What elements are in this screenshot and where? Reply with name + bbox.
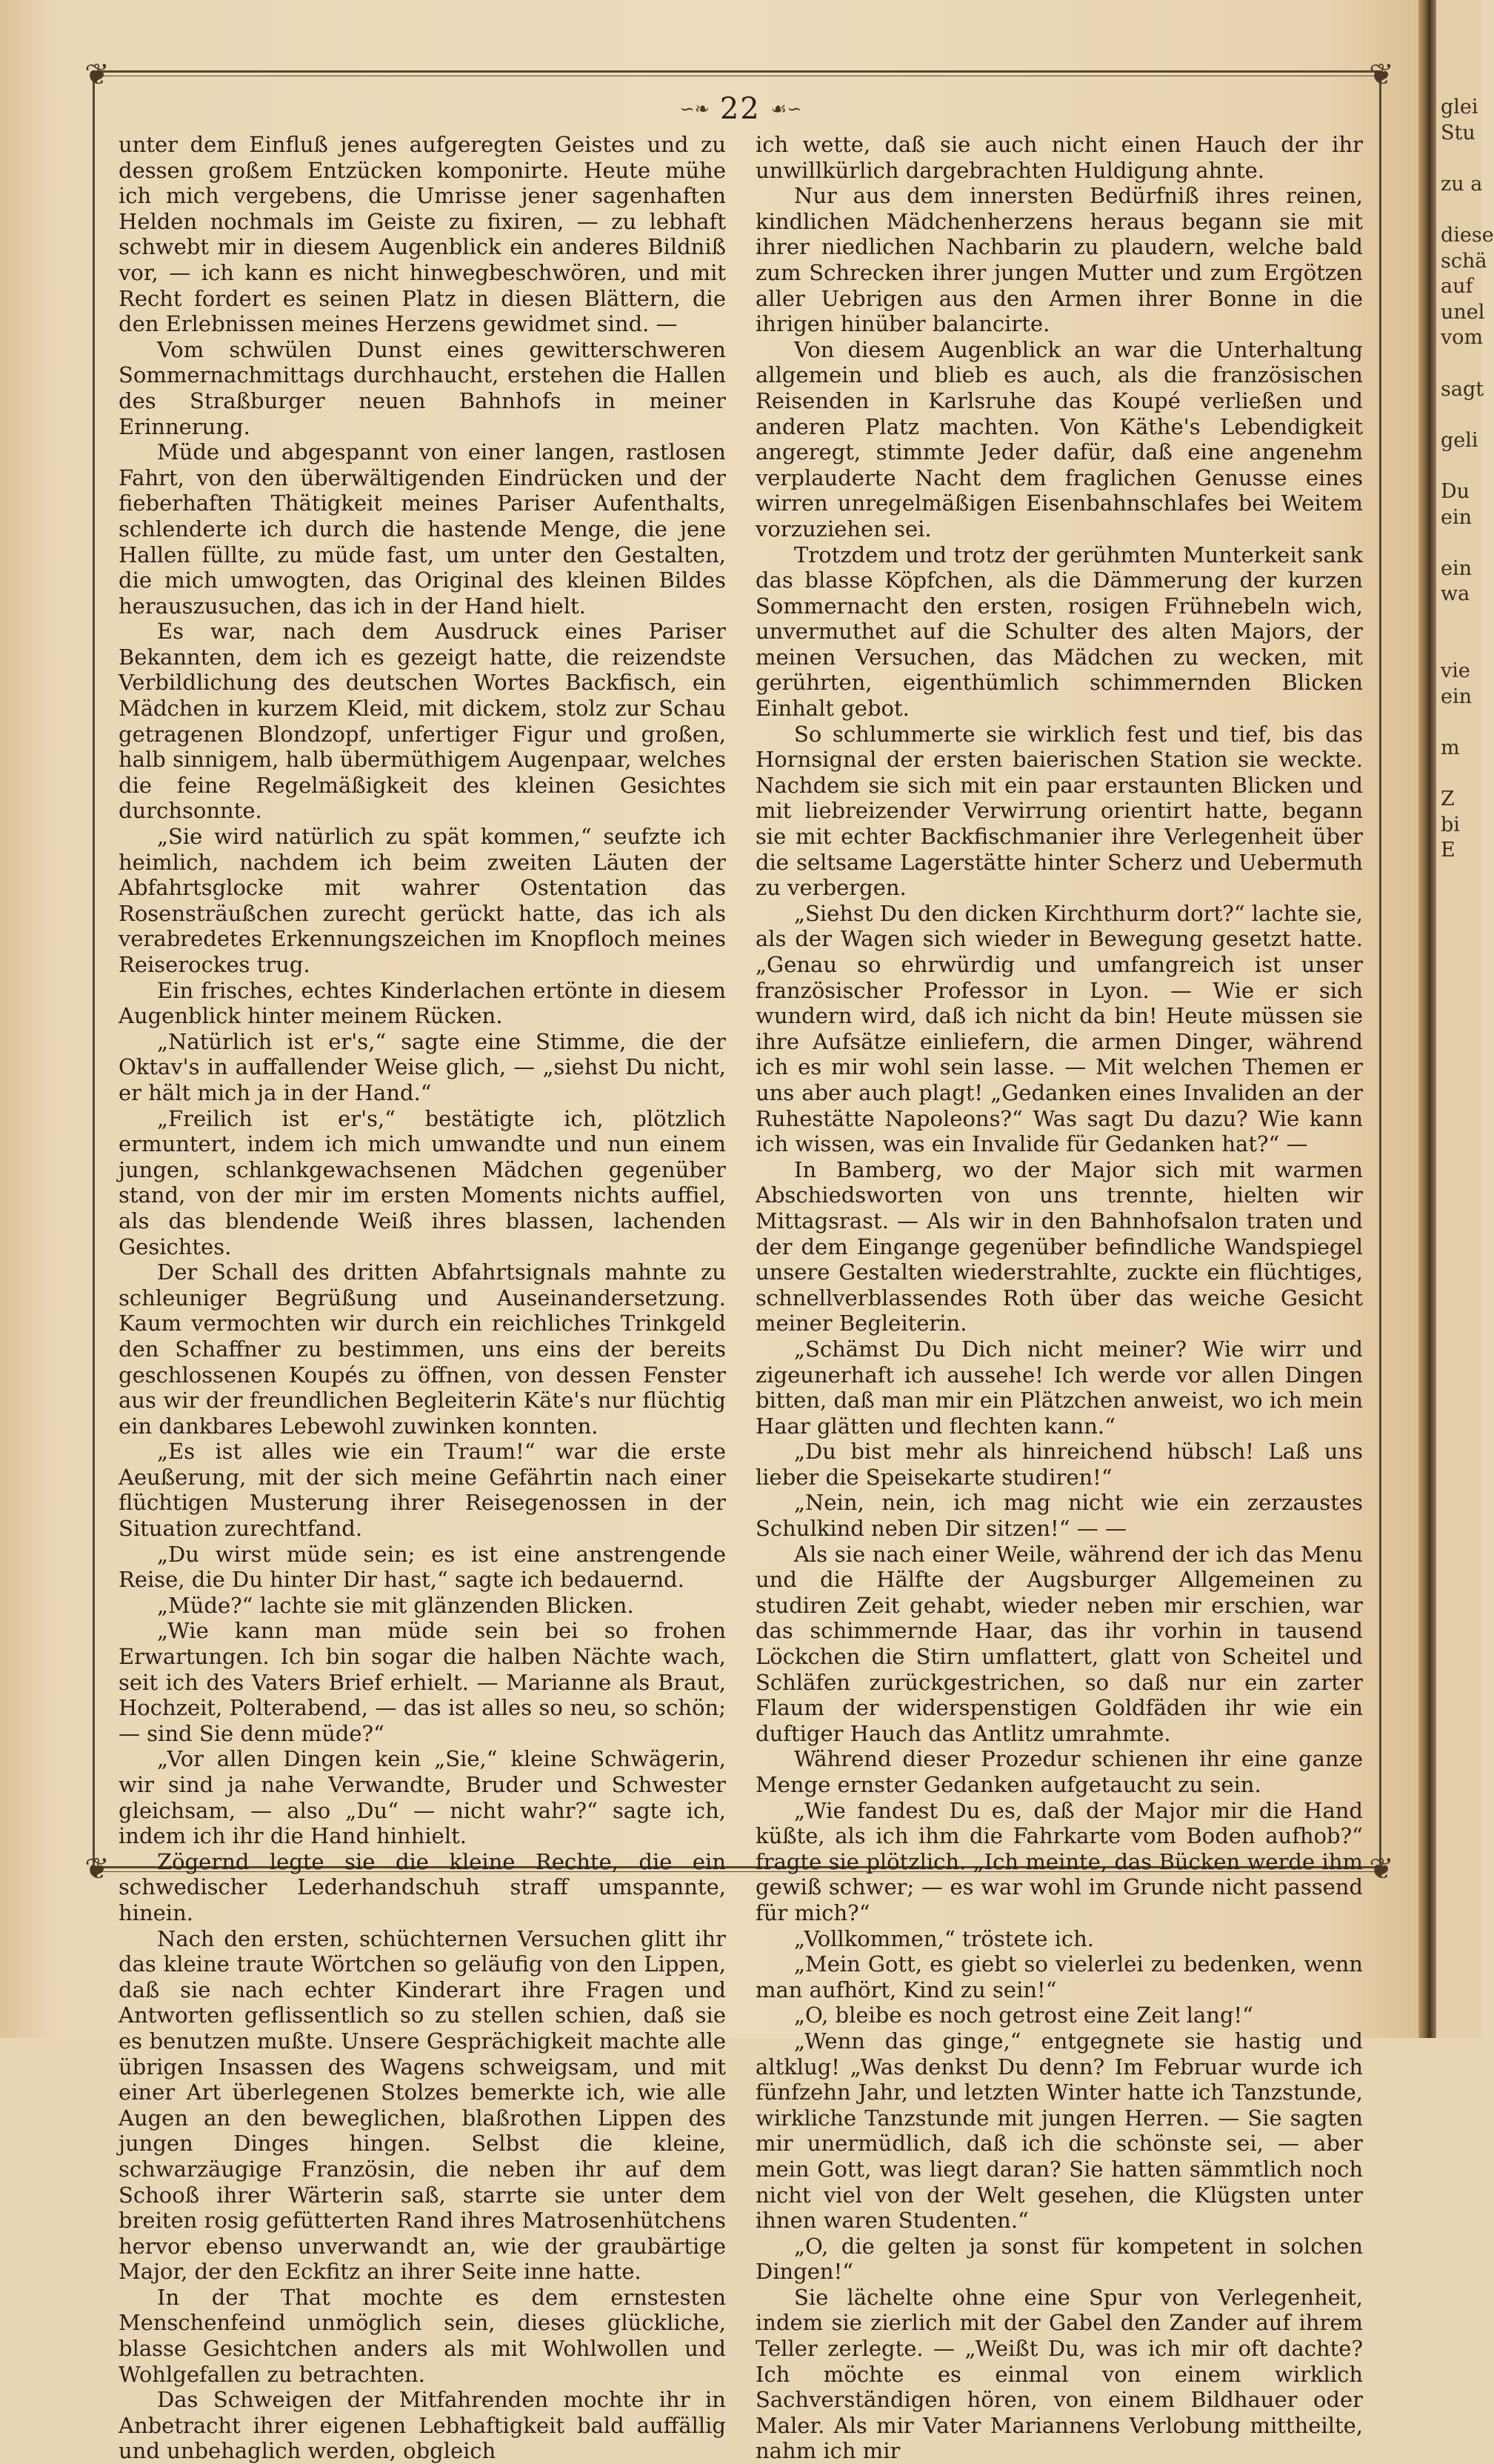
paragraph: Müde und abgespannt von einer langen, rastlosen Fahrt, von den überwältigenden Eindrücken und der fieberhaften Thätigkeit meines Pariser Aufenthalts, schlenderte ich durch die hastende Menge, die jene Hallen füllte, zu müde fast, um unter den Gestalten, die mich umwogten, das Original des kleinen Bildes herauszusuchen, das ich in der Hand hielt. <box>119 439 726 619</box>
adjacent-page-text-fragment <box>1436 146 1494 172</box>
corner-ornament-icon: ❦ <box>84 1852 110 1886</box>
adjacent-page-text-fragment <box>1436 761 1494 787</box>
paragraph: Zögernd legte sie die kleine Rechte, die ein schwedischer Lederhandschuh straff umspannte, hinein. <box>119 1848 726 1925</box>
ornament-right-icon: ☙∽ <box>770 99 802 119</box>
adjacent-page-text-fragment: ein <box>1441 505 1473 529</box>
text-column-left <box>119 132 726 2464</box>
text-column-right <box>756 132 1363 2464</box>
paragraph: Von diesem Augenblick an war die Unterhaltung allgemein und blieb es auch, als die französischen Reisenden in Karlsruhe das Koupé verließen und anderen Platz machten. Von Käthe's Lebendigkeit angeregt, stimmte Jeder dafür, daß eine angenehm verplauderte Nacht dem fraglichen Genusse eines wirren unregelmäßigen Eisenbahnschlafes bei Weitem vorzuziehen sei. <box>756 336 1363 542</box>
paragraph: Es war, nach dem Ausdruck eines Pariser Bekannten, dem ich es gezeigt hatte, die reizendste Verbildlichung des deutschen Wortes Backfisch, ein Mädchen in kurzem Kleid, mit dickem, stolz zur Schau getragenen Blondzopf, unfertiger Figur und großen, halb sinnigem, halb übermüthigem Augenpaar, welches die feine Regelmäßigkeit des kleinen Gesichtes durchsonnte. <box>119 619 726 824</box>
paragraph: „Wenn das ginge,“ entgegnete sie hastig und altklug! „Was denkst Du denn? Im Februar wurde ich fünfzehn Jahr, und letzten Winter hatte ich Tanzstunde, wirkliche Tanzstunde mit jungen Herren. — Sie sagten mir unermüdlich, daß ich die schönste sei, — aber mein Gott, was liegt daran? Sie hatten sämmtlich noch nicht viel von der Welt gesehen, die Klügsten unter ihnen waren Studenten.“ <box>756 2028 1363 2234</box>
paragraph: „Wie fandest Du es, daß der Major mir die Hand küßte, als ich ihm die Fahrkarte vom Boden aufhob?“ fragte sie plötzlich. „Ich meinte, das Bücken werde ihm gewiß schwer; — es war wohl im Grunde nicht passend für mich?“ <box>756 1797 1363 1925</box>
paragraph: „Du bist mehr als hinreichend hübsch! Laß uns lieber die Speisekarte studiren!“ <box>756 1439 1363 1490</box>
adjacent-page-text-fragment: ein <box>1441 685 1473 708</box>
adjacent-page-text-fragment <box>1436 453 1494 479</box>
paragraph: „Freilich ist er's,“ bestätigte ich, plötzlich ermuntert, indem ich mich umwandte und nun einem jungen, schlankgewachsenen Mädchen gegenüber stand, von der mir im ersten Moments nichts auffiel, als das blendende Weiß ihres blassen, lachenden Gesichtes. <box>119 1105 726 1259</box>
adjacent-page-text-fragment <box>1436 402 1494 428</box>
paragraph: Nur aus dem innersten Bedürfniß ihres reinen, kindlichen Mädchenherzens heraus begann sie mit ihrer niedlichen Nachbarin zu plaudern, welche bald zum Schrecken ihrer jungen Mutter und zum Ergötzen aller Uebrigen aus den Armen ihrer Bonne in die ihrigen hinüber balancirte. <box>756 183 1363 337</box>
paragraph: Als sie nach einer Weile, während der ich das Menu und die Hälfte der Augsburger Allgemeinen zu studiren Zeit gehabt, wieder neben mir erschien, war das schimmernde Haar, das ihr vorhin in tausend Löckchen die Stirn umflattert, glatt von Scheitel und Schläfen zurückgestrichen, so daß nur ein zarter Flaum der widerspenstigen Goldfäden ihr wie ein duftiger Hauch das Antlitz umrahmte. <box>756 1541 1363 1746</box>
adjacent-page-text-fragment: diese <box>1441 223 1494 247</box>
paragraph: Vom schwülen Dunst eines gewitterschweren Sommernachmittags durchhaucht, erstehen die Hallen des Straßburger neuen Bahnhofs in meiner Erinnerung. <box>119 336 726 439</box>
ornament-left-icon: ∽❧ <box>679 99 710 119</box>
adjacent-page-text-fragment <box>1436 633 1494 659</box>
paragraph: „Nein, nein, ich mag nicht wie ein zerzaustes Schulkind neben Dir sitzen!“ — — <box>756 1490 1363 1542</box>
adjacent-page-text-fragment <box>1436 351 1494 377</box>
page-border-right <box>1379 70 1381 1871</box>
paragraph: „Müde?“ lachte sie mit glänzenden Blicken. <box>157 1592 634 1618</box>
paragraph: „Du wirst müde sein; es ist eine anstrengende Reise, die Du hinter Dir hast,“ sagte ich bedauernd. <box>119 1541 726 1593</box>
paragraph: Trotzdem und trotz der gerühmten Munterkeit sank das blasse Köpfchen, als die Dämmerung der kurzen Sommernacht den ersten, rosigen Frühnebeln wich, unvermuthet auf die Schulter des alten Majors, der meinen Versuchen, das Mädchen zu wecken, mit gerührten, eigenthümlich schimmernden Blicken Einhalt gebot. <box>756 542 1363 722</box>
page-number: 22 <box>719 92 761 126</box>
adjacent-page-text-fragment: geli <box>1441 428 1478 452</box>
paragraph: In der That mochte es dem ernstesten Menschenfeind unmöglich sein, dieses glückliche, blasse Gesichtchen anders als mit Wohlwollen und Wohlgefallen zu betrachten. <box>119 2284 726 2387</box>
page-border-top <box>93 70 1381 73</box>
paragraph: „Es ist alles wie ein Traum!“ war die erste Aeußerung, mit der sich meine Gefährtin nach einer flüchtigen Musterung ihrer Reisegenossen in der Situation zurechtfand. <box>119 1439 726 1542</box>
adjacent-page-text-fragment: unel <box>1441 300 1485 324</box>
adjacent-page-text-fragment: schä <box>1441 249 1487 273</box>
paragraph: „Vor allen Dingen kein „Sie,“ kleine Schwägerin, wir sind ja nahe Verwandte, Bruder und Schwester gleichsam, — also „Du“ — nicht wahr?“ sagte ich, indem ich ihr die Hand hinhielt. <box>119 1746 726 1849</box>
page-border-left <box>93 70 95 1871</box>
page-header <box>652 90 830 127</box>
paragraph: Während dieser Prozedur schienen ihr eine ganze Menge ernster Gedanken aufgetaucht zu sein. <box>756 1746 1363 1797</box>
paragraph: „Mein Gott, es giebt so vielerlei zu bedenken, wenn man aufhört, Kind zu sein!“ <box>756 1951 1363 2002</box>
adjacent-page-text-fragment <box>1436 710 1494 736</box>
paragraph: So schlummerte sie wirklich fest und tief, bis das Hornsignal der ersten baierischen Station sie weckte. Nachdem sie sich mit ein paar erstaunten Blicken und mit liebreizender Verwirrung orientirt hatte, begann sie mit echter Backfischmanier ihre Verlegenheit über die seltsame Lagerstätte hinter Scherz und Uebermuth zu verbergen. <box>756 721 1363 901</box>
adjacent-page-text-fragment: glei <box>1441 96 1478 119</box>
adjacent-page-text-fragment: ein <box>1441 556 1473 580</box>
paragraph: Der Schall des dritten Abfahrtsignals mahnte zu schleuniger Begrüßung und Auseinandersetzung. Kaum vermochten wir durch ein reichliches Trinkgeld den Schaffner zu bestimmen, uns eins der bereits geschlossenen Koupés zu öffnen, von dessen Fenster aus wir der freundlichen Begleiterin Käte's nur flüchtig ein dankbares Lebewohl zuwinken konnten. <box>119 1259 726 1439</box>
adjacent-page-text-fragment: Z <box>1441 788 1455 811</box>
paragraph: „Vollkommen,“ tröstete ich. <box>794 1925 1094 1951</box>
adjacent-page-text-fragment: auf <box>1441 275 1473 299</box>
paragraph: Sie lächelte ohne eine Spur von Verlegenheit, indem sie zierlich mit der Gabel den Zander auf ihrem Teller zerlegte. — „Weißt Du, was ich mir oft dachte? Ich möchte es einmal von einem wirklich Sachverständigen hören, von einem Bildhauer oder Maler. Als mir Vater Mariannens Verlobung mittheilte, nahm ich mir <box>756 2284 1363 2464</box>
adjacent-page-text-fragment: m <box>1441 736 1460 759</box>
paragraph: „Siehst Du den dicken Kirchthurm dort?“ lachte sie, als der Wagen sich wieder in Bewegung gesetzt hatte. „Genau so ehrwürdig und umfangreich ist unser französischer Professor in Lyon. — Wie er sich wundern wird, daß ich nicht da bin! Heute müssen sie ihre Aufsätze einliefern, die armen Dinger, während ich es mir wohl sein lasse. — Mit welchen Themen er uns aber auch plagt! „Gedanken eines Invaliden an der Ruhestätte Napoleons?“ Was sagt Du dazu? Wie kann ich wissen, was ein Invalide für Gedanken hat?“ — <box>756 900 1363 1157</box>
paragraph: „Natürlich ist er's,“ sagte eine Stimme, die der Oktav's in auffallender Weise glich, — „siehst Du nicht, er hält mich ja in der Hand.“ <box>119 1028 726 1105</box>
adjacent-page-text-fragment: bi <box>1441 813 1460 836</box>
adjacent-page-text-fragment: Du <box>1441 479 1470 503</box>
paragraph: „Sie wird natürlich zu spät kommen,“ seufzte ich heimlich, nachdem ich beim zweiten Läuten der Abfahrtsglocke mit wahrer Ostentation das Rosensträußchen zurecht gerückt hatte, das ich als verabredetes Erkennungszeichen im Knopfloch meines Reiserockes trug. <box>119 824 726 977</box>
adjacent-page-text-fragment: sagt <box>1441 377 1484 401</box>
adjacent-page-text-fragment: wa <box>1441 582 1470 606</box>
paragraph: ich wette, daß sie auch nicht einen Hauch der ihr unwillkürlich dargebrachten Huldigung ahnte. <box>756 132 1363 183</box>
paragraph: „O, die gelten ja sonst für kompetent in solchen Dingen!“ <box>756 2233 1363 2285</box>
adjacent-page-text-fragment: E <box>1441 839 1455 862</box>
adjacent-page-edge <box>1436 0 1494 2038</box>
book-gutter <box>1418 0 1436 2038</box>
adjacent-page-text-fragment <box>1436 607 1494 633</box>
paragraph: „Schämst Du Dich nicht meiner? Wie wirr und zigeunerhaft ich aussehe! Ich werde vor allen Dingen bitten, daß man mir ein Plätzchen anweist, wo ich mein Haar glätten und flechten kann.“ <box>756 1336 1363 1439</box>
adjacent-page-text-fragment: zu a <box>1441 172 1483 196</box>
corner-ornament-icon: ❦ <box>1369 58 1394 92</box>
paragraph: Nach den ersten, schüchternen Versuchen glitt ihr das kleine traute Wörtchen so geläufig von den Lippen, daß sie nach echter Kinderart ihre Fragen und Antworten geflissentlich so zu stellen schien, daß sie es benutzen mußte. Unsere Gesprächigkeit machte alle übrigen Insassen des Wagens schweigsam, und mit einer Art überlegenen Stolzes bemerkte ich, wie alle Augen an den beweglichen, blaßrothen Lippen des jungen Dinges hingen. Selbst die kleine, schwarzäugige Französin, die neben ihr auf dem Schooß ihrer Wärterin saß, starrte sie unter dem breiten rosig gefütterten Rand ihres Matrosenhütchens hervor ebenso unverwandt an, wie der graubärtige Major, der den Eckfitz an ihrer Seite inne hatte. <box>119 1925 726 2285</box>
paragraph: unter dem Einfluß jenes aufgeregten Geistes und zu dessen großem Entzücken komponirte. Heute mühe ich mich vergebens, die Umrisse jener sagenhaften Helden nochmals im Geiste zu fixiren, — zu lebhaft schwebt mir in diesem Augenblick ein anderes Bildniß vor, — ich kann es nicht hinwegbeschwören, und mit Recht fordert es seinen Platz in diesen Blättern, die den Erlebnissen meines Herzens gewidmet sind. — <box>119 132 726 337</box>
adjacent-page-text-fragment: Stu <box>1441 121 1475 144</box>
adjacent-page-text-fragment <box>1436 197 1494 223</box>
paragraph: In Bamberg, wo der Major sich mit warmen Abschiedsworten von uns trennte, hielten wir Mittagsrast. — Als wir in den Bahnhofsalon traten und der dem Eingange gegenüber befindliche Wandspiegel unsere Gestalten wiederstrahlte, zuckte ein flüchtiges, schnellverblassendes Roth über das weiche Gesicht meiner Begleiterin. <box>756 1156 1363 1336</box>
adjacent-page-text-fragment: vie <box>1441 659 1470 683</box>
adjacent-page-text-fragment: vom <box>1441 326 1484 350</box>
paragraph: Das Schweigen der Mitfahrenden mochte ihr in Anbetracht ihrer eigenen Lebhaftigkeit bald auffällig und unbehaglich werden, obgleich <box>119 2387 726 2464</box>
paragraph: Ein frisches, echtes Kinderlachen ertönte in diesem Augenblick hinter meinem Rücken. <box>119 977 726 1029</box>
paragraph: „Wie kann man müde sein bei so frohen Erwartungen. Ich bin sogar die halben Nächte wach, seit ich des Vaters Brief erhielt. — Marianne als Braut, Hochzeit, Polterabend, — das ist alles so neu, so schön; — sind Sie denn müde?“ <box>119 1618 726 1746</box>
corner-ornament-icon: ❦ <box>1369 1852 1394 1886</box>
adjacent-page-text-fragment <box>1436 530 1494 556</box>
paragraph: „O, bleibe es noch getrost eine Zeit lang!“ <box>794 2002 1253 2028</box>
corner-ornament-icon: ❦ <box>84 58 110 92</box>
